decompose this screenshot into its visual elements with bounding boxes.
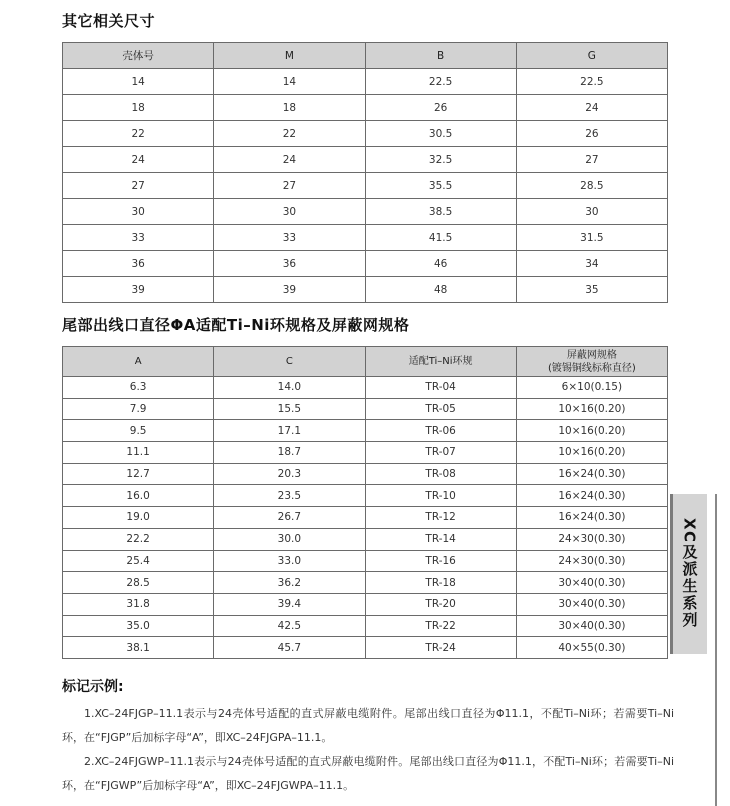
table-cell: TR-16	[365, 550, 516, 572]
table-cell: 42.5	[214, 615, 365, 637]
table-cell: 35.0	[63, 615, 214, 637]
table-row	[63, 251, 668, 277]
series-side-tab	[670, 494, 707, 654]
table-cell: 31.5	[516, 225, 667, 251]
table-cell: 10×16(0.20)	[516, 398, 667, 420]
side-divider	[715, 494, 717, 806]
table-row	[63, 463, 668, 485]
dimensions-table	[62, 42, 668, 303]
column-header: 适配Ti–Ni环规	[365, 347, 516, 377]
column-header: M	[214, 43, 365, 69]
table-row	[63, 615, 668, 637]
table-cell: TR-24	[365, 637, 516, 659]
table-cell: 26.7	[214, 507, 365, 529]
table-cell: 14	[63, 69, 214, 95]
table-cell: TR-05	[365, 398, 516, 420]
table-cell: 16×24(0.30)	[516, 463, 667, 485]
table-cell: TR-10	[365, 485, 516, 507]
table-row	[63, 225, 668, 251]
table-row	[63, 69, 668, 95]
table-row	[63, 593, 668, 615]
table-cell: 17.1	[214, 420, 365, 442]
table-cell: 35	[516, 277, 667, 303]
table-cell: 28.5	[516, 173, 667, 199]
table-cell: 23.5	[214, 485, 365, 507]
table-cell: 11.1	[63, 442, 214, 464]
table-header-row	[63, 347, 668, 377]
table-cell: 18	[63, 95, 214, 121]
table-cell: 15.5	[214, 398, 365, 420]
table-cell: 41.5	[365, 225, 516, 251]
table-row	[63, 377, 668, 399]
table-cell: 32.5	[365, 147, 516, 173]
table-cell: 22.5	[516, 69, 667, 95]
table-cell: 26	[365, 95, 516, 121]
table-cell: 24	[516, 95, 667, 121]
table-cell: TR-12	[365, 507, 516, 529]
table-cell: 24×30(0.30)	[516, 528, 667, 550]
table-cell: TR-08	[365, 463, 516, 485]
notes-title: 标记示例:	[62, 679, 124, 695]
table-cell: TR-14	[365, 528, 516, 550]
table-cell: 24×30(0.30)	[516, 550, 667, 572]
ring-spec-table	[62, 346, 668, 659]
table-cell: TR-18	[365, 572, 516, 594]
table-row	[63, 173, 668, 199]
table-cell: 20.3	[214, 463, 365, 485]
table-cell: 39.4	[214, 593, 365, 615]
column-header: 壳体号	[63, 43, 214, 69]
column-header: A	[63, 347, 214, 377]
table-cell: 22	[63, 121, 214, 147]
ring-spec-section-title: 尾部出线口直径ΦA适配Ti–Ni环规格及屏蔽网规格	[62, 316, 410, 334]
table-cell: 39	[214, 277, 365, 303]
table-cell: 30.5	[365, 121, 516, 147]
table-cell: 16×24(0.30)	[516, 507, 667, 529]
table-row	[63, 637, 668, 659]
column-header: C	[214, 347, 365, 377]
column-header-main: 屏蔽网规格	[566, 349, 617, 361]
table-cell: TR-04	[365, 377, 516, 399]
column-header: B	[365, 43, 516, 69]
table-row	[63, 485, 668, 507]
table-cell: TR-20	[365, 593, 516, 615]
table-cell: 22	[214, 121, 365, 147]
table-cell: 18.7	[214, 442, 365, 464]
table-cell: 19.0	[63, 507, 214, 529]
table-row	[63, 528, 668, 550]
table-cell: 40×55(0.30)	[516, 637, 667, 659]
table-row	[63, 507, 668, 529]
table-row	[63, 95, 668, 121]
table-cell: TR-06	[365, 420, 516, 442]
table-cell: 26	[516, 121, 667, 147]
table-cell: 48	[365, 277, 516, 303]
table-cell: 27	[214, 173, 365, 199]
table-row	[63, 398, 668, 420]
table-cell: 46	[365, 251, 516, 277]
table-cell: 33	[63, 225, 214, 251]
table-cell: 34	[516, 251, 667, 277]
table-cell: 33.0	[214, 550, 365, 572]
table-cell: 27	[63, 173, 214, 199]
table-cell: 24	[63, 147, 214, 173]
table-cell: 22.2	[63, 528, 214, 550]
table-cell: 36	[63, 251, 214, 277]
marking-example-notes	[62, 676, 674, 798]
table-row	[63, 572, 668, 594]
table-cell: 24	[214, 147, 365, 173]
table-cell: 33	[214, 225, 365, 251]
table-cell: 39	[63, 277, 214, 303]
column-header	[516, 347, 667, 377]
table-cell: 7.9	[63, 398, 214, 420]
table-row	[63, 121, 668, 147]
table-cell: 30×40(0.30)	[516, 593, 667, 615]
table-row	[63, 199, 668, 225]
column-header-sub: (镀锡铜线标称直径)	[547, 362, 636, 374]
table-cell: 38.5	[365, 199, 516, 225]
table-cell: 36	[214, 251, 365, 277]
table-header-row	[63, 43, 668, 69]
table-cell: TR-22	[365, 615, 516, 637]
table-row	[63, 277, 668, 303]
dimensions-section-title: 其它相关尺寸	[62, 12, 156, 30]
table-row	[63, 442, 668, 464]
table-cell: 30×40(0.30)	[516, 572, 667, 594]
table-cell: 31.8	[63, 593, 214, 615]
table-cell: TR-07	[365, 442, 516, 464]
note-paragraph: 1.XC–24FJGP–11.1表示与24壳体号适配的直式屏蔽电缆附件。尾部出线口直径为Φ11.1，不配Ti–Ni环；若需要Ti–Ni环，在“FJGP”后加标字母“A”，即XC–24FJGPA–11.1。	[62, 707, 674, 744]
table-cell: 16×24(0.30)	[516, 485, 667, 507]
table-cell: 45.7	[214, 637, 365, 659]
table-cell: 10×16(0.20)	[516, 442, 667, 464]
table-cell: 30	[63, 199, 214, 225]
note-paragraph: 2.XC–24FJGWP–11.1表示与24壳体号适配的直式屏蔽电缆附件。尾部出线口直径为Φ11.1，不配Ti–Ni环；若需要Ti–Ni环，在“FJGWP”后加标字母“A”，即XC–24FJGWPA–11.1。	[62, 755, 674, 792]
table-cell: 14.0	[214, 377, 365, 399]
table-cell: 28.5	[63, 572, 214, 594]
table-row	[63, 147, 668, 173]
table-cell: 9.5	[63, 420, 214, 442]
table-cell: 18	[214, 95, 365, 121]
table-cell: 10×16(0.20)	[516, 420, 667, 442]
table-row	[63, 420, 668, 442]
table-cell: 6.3	[63, 377, 214, 399]
table-cell: 30.0	[214, 528, 365, 550]
table-cell: 12.7	[63, 463, 214, 485]
table-cell: 14	[214, 69, 365, 95]
table-cell: 22.5	[365, 69, 516, 95]
table-cell: 35.5	[365, 173, 516, 199]
column-header: G	[516, 43, 667, 69]
table-cell: 38.1	[63, 637, 214, 659]
series-side-tab-label: XC及派生系列	[680, 518, 699, 630]
table-cell: 30	[516, 199, 667, 225]
table-cell: 16.0	[63, 485, 214, 507]
table-cell: 30	[214, 199, 365, 225]
table-cell: 6×10(0.15)	[516, 377, 667, 399]
table-cell: 27	[516, 147, 667, 173]
table-cell: 30×40(0.30)	[516, 615, 667, 637]
table-cell: 36.2	[214, 572, 365, 594]
table-row	[63, 550, 668, 572]
table-cell: 25.4	[63, 550, 214, 572]
